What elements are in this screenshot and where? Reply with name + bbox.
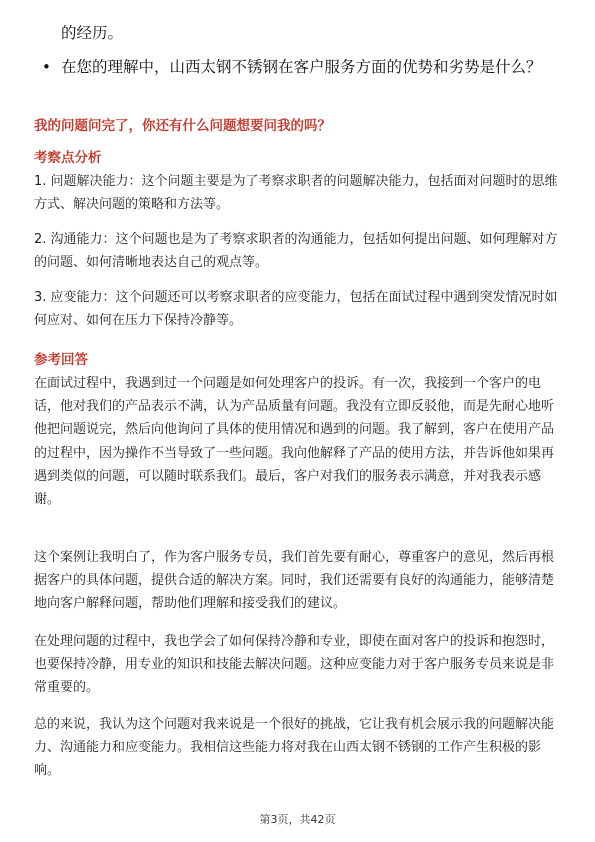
page-number: 第3页，共42页 — [259, 813, 336, 826]
analysis-item-1: 1. 问题解决能力：这个问题主要是为了考察求职者的问题解决能力，包括面对问题时的思维方式、解决问题的策略和方法等。 — [34, 174, 558, 213]
interview-question: 我的问题问完了，你还有什么问题想要问我的吗？ — [34, 118, 331, 134]
analysis-heading: 考察点分析 — [34, 150, 102, 166]
answer-paragraph-1: 在面试过程中，我遇到过一个问题是如何处理客户的投诉。有一次，我接到一个客户的电话，他对我们的产品表示不满，认为产品质量有问题。我没有立即反驳他，而是先耐心地听他把问题说完，然后向他询问了具体的使用情况和遇到的问题。我了解到，客户在使用产品的过程中，因为操作不当导致了一些问题。我向他解释了产品的使用方法，并告诉他如果再遇到类似的问题，可以随时联系我们。最后，客户对我们的服务表示满意，并对我表示感谢。 — [34, 376, 555, 508]
bullet-text: 在您的理解中，山西太钢不锈钢在客户服务方面的优势和劣势是什么？ — [61, 58, 542, 76]
bullet-item — [34, 56, 564, 78]
answer-heading: 参考回答 — [34, 352, 88, 368]
analysis-item-2: 2. 沟通能力：这个问题也是为了考察求职者的沟通能力，包括如何提出问题、如何理解对方的问题、如何清晰地表达自己的观点等。 — [34, 232, 558, 271]
answer-paragraph-4: 总的来说，我认为这个问题对我来说是一个很好的挑战，它让我有机会展示我的问题解决能力、沟通能力和应变能力。我相信这些能力将对我在山西太钢不锈钢的工作产生积极的影响。 — [34, 717, 555, 779]
previous-bullet-continuation: 的经历。 — [61, 24, 124, 42]
analysis-item-3: 3. 应变能力：这个问题还可以考察求职者的应变能力，包括在面试过程中遇到突发情况时如何应对、如何在压力下保持冷静等。 — [34, 290, 558, 329]
answer-paragraph-3: 在处理问题的过程中，我也学会了如何保持冷静和专业，即使在面对客户的投诉和抱怨时，也要保持冷静，用专业的知识和技能去解决问题。这种应变能力对于客户服务专员来说是非常重要的。 — [34, 634, 555, 696]
answer-paragraph-2: 这个案例让我明白了，作为客户服务专员，我们首先要有耐心，尊重客户的意见，然后再根据客户的具体问题，提供合适的解决方案。同时，我们还需要有良好的沟通能力，能够清楚地向客户解释问题，帮助他们理解和接受我们的建议。 — [34, 550, 555, 612]
bullet-dot-icon: • — [42, 58, 51, 76]
